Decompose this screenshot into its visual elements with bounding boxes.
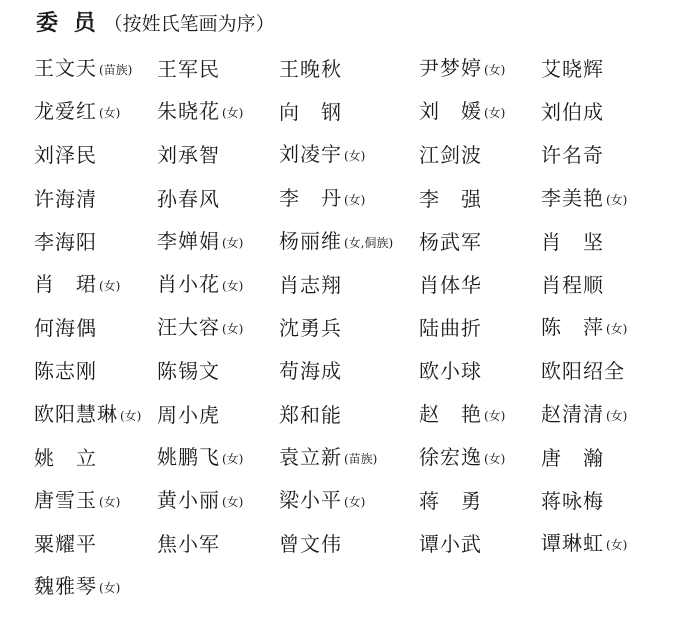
member-note: (女): [606, 192, 628, 207]
member-name: 欧阳慧琳: [34, 401, 118, 426]
member-entry: [419, 436, 541, 481]
member-entry: [541, 480, 661, 523]
member-entry: [157, 436, 279, 481]
member-name: 梁小平: [279, 487, 342, 512]
member-note: (女): [606, 322, 628, 337]
member-entry: [157, 479, 279, 524]
member-entry: [34, 90, 157, 135]
member-name: 王晚秋: [279, 57, 342, 82]
section-heading: [36, 6, 275, 37]
member-name: 许名奇: [541, 143, 604, 168]
member-entry: [279, 264, 419, 307]
member-entry: [541, 264, 661, 307]
member-name: 孙春风: [157, 186, 220, 211]
member-name: 肖 珺: [34, 272, 97, 297]
member-note: (女): [606, 408, 628, 423]
member-entry: [157, 523, 279, 566]
member-entry: [279, 91, 419, 134]
member-entry: [279, 479, 419, 524]
member-entry: [34, 134, 157, 177]
member-name: 陈锡文: [157, 359, 220, 384]
member-entry: [541, 437, 661, 480]
member-name: 郑和能: [279, 402, 342, 427]
member-note: (女): [344, 494, 366, 509]
member-name: 李美艳: [541, 185, 604, 210]
member-entry: [419, 523, 541, 566]
member-note: (女): [99, 106, 121, 121]
member-entry: [541, 177, 661, 222]
member-entry: [419, 90, 541, 135]
member-note: (苗族): [344, 451, 378, 466]
member-entry: [279, 394, 419, 437]
member-entry: [279, 436, 419, 481]
member-entry: [157, 350, 279, 393]
member-name: 欧阳绍全: [541, 359, 625, 384]
member-name: 焦小军: [157, 532, 220, 557]
member-entry: [34, 307, 157, 350]
member-name: 汪大容: [157, 315, 220, 340]
member-entry: [34, 523, 157, 566]
member-entry: [419, 393, 541, 438]
member-entry: [419, 307, 541, 350]
member-note: (女): [120, 408, 142, 423]
member-name: 姚鹏飞: [157, 444, 220, 469]
member-entry: [157, 306, 279, 351]
ordering-note: （按姓氏笔画为序）: [103, 13, 275, 35]
member-name: 王军民: [157, 57, 220, 82]
member-name: 唐 瀚: [541, 445, 604, 470]
member-entry: [157, 178, 279, 221]
member-name: 许海清: [34, 186, 97, 211]
member-name: 朱晓花: [157, 99, 220, 124]
member-name: 姚 立: [34, 445, 97, 470]
member-note: (女): [484, 106, 506, 121]
member-entry: [34, 350, 157, 393]
member-name: 肖志翔: [279, 273, 342, 298]
member-entry: [419, 47, 541, 92]
member-name: 魏雅琴: [34, 574, 97, 599]
member-entry: [541, 350, 661, 393]
member-name: 谭小武: [419, 532, 482, 557]
member-note: (女): [606, 538, 628, 553]
member-name: 唐雪玉: [34, 487, 97, 512]
member-entry: [419, 264, 541, 307]
member-note: (女): [222, 106, 244, 121]
member-name: 刘承智: [157, 143, 220, 168]
member-entry: [541, 306, 661, 351]
member-list: [34, 48, 661, 609]
member-name: 沈勇兵: [279, 316, 342, 341]
member-name: 杨丽维: [279, 228, 342, 253]
member-entry: [279, 350, 419, 393]
member-name: 周小虎: [157, 402, 220, 427]
member-name: 刘凌宇: [279, 142, 342, 167]
member-entry: [34, 393, 157, 438]
member-name: 赵清清: [541, 401, 604, 426]
member-entry: [34, 47, 157, 92]
member-name: 肖小花: [157, 272, 220, 297]
member-name: 李婵娟: [157, 228, 220, 253]
member-entry: [541, 393, 661, 438]
member-name: 李 强: [419, 186, 482, 211]
member-entry: [157, 134, 279, 177]
member-note: (女): [222, 322, 244, 337]
member-note: (女): [222, 235, 244, 250]
member-name: 向 钢: [279, 100, 342, 125]
member-entry: [34, 479, 157, 524]
member-name: 刘 媛: [419, 99, 482, 124]
member-name: 蒋 勇: [419, 488, 482, 513]
member-name: 黄小丽: [157, 487, 220, 512]
member-name: 袁立新: [279, 444, 342, 469]
member-name: 龙爱红: [34, 99, 97, 124]
member-entry: [34, 178, 157, 221]
member-entry: [34, 565, 157, 610]
member-name: 赵 艳: [419, 401, 482, 426]
member-name: 肖 坚: [541, 229, 604, 254]
member-entry: [34, 437, 157, 480]
member-note: (女): [484, 63, 506, 78]
member-entry: [157, 48, 279, 91]
member-name: 徐宏逸: [419, 444, 482, 469]
member-name: 陈 萍: [541, 315, 604, 340]
member-name: 艾晓辉: [541, 57, 604, 82]
member-name: 陈志刚: [34, 359, 97, 384]
member-entry: [541, 134, 661, 177]
member-name: 江剑波: [419, 143, 482, 168]
member-entry: [157, 220, 279, 265]
member-entry: [279, 177, 419, 222]
member-entry: [34, 221, 157, 264]
member-note: (女,侗族): [344, 235, 394, 250]
member-note: (女): [99, 494, 121, 509]
member-name: 曾文伟: [279, 532, 342, 557]
member-note: (女): [99, 279, 121, 294]
member-name: 肖体华: [419, 273, 482, 298]
member-note: (女): [484, 408, 506, 423]
member-entry: [157, 394, 279, 437]
member-note: (女): [99, 581, 121, 596]
member-note: (女): [222, 451, 244, 466]
member-name: 刘泽民: [34, 143, 97, 168]
member-name: 蒋咏梅: [541, 488, 604, 513]
member-entry: [279, 220, 419, 265]
member-entry: [541, 221, 661, 264]
member-name: 欧小球: [419, 359, 482, 384]
member-name: 谭琳虹: [541, 531, 604, 556]
member-entry: [279, 307, 419, 350]
section-title: 委 员: [36, 11, 100, 36]
member-name: 苟海成: [279, 359, 342, 384]
member-note: (女): [344, 192, 366, 207]
member-entry: [279, 523, 419, 566]
member-entry: [541, 48, 661, 91]
member-name: 李 丹: [279, 185, 342, 210]
member-entry: [419, 178, 541, 221]
member-name: 王文天: [34, 56, 97, 81]
member-entry: [541, 91, 661, 134]
member-name: 李海阳: [34, 229, 97, 254]
member-entry: [419, 480, 541, 523]
member-note: (女): [222, 279, 244, 294]
member-entry: [419, 221, 541, 264]
member-note: (女): [344, 149, 366, 164]
member-entry: [419, 350, 541, 393]
member-entry: [279, 133, 419, 178]
member-entry: [157, 90, 279, 135]
member-name: 肖程顺: [541, 273, 604, 298]
member-name: 陆曲折: [419, 316, 482, 341]
member-entry: [419, 134, 541, 177]
member-name: 刘伯成: [541, 100, 604, 125]
member-entry: [157, 263, 279, 308]
member-name: 粟耀平: [34, 532, 97, 557]
member-name: 杨武军: [419, 229, 482, 254]
member-note: (苗族): [99, 63, 133, 78]
member-note: (女): [222, 494, 244, 509]
member-name: 何海偶: [34, 316, 97, 341]
member-entry: [541, 522, 661, 567]
member-entry: [279, 48, 419, 91]
member-note: (女): [484, 451, 506, 466]
member-entry: [34, 263, 157, 308]
member-name: 尹梦婷: [419, 56, 482, 81]
